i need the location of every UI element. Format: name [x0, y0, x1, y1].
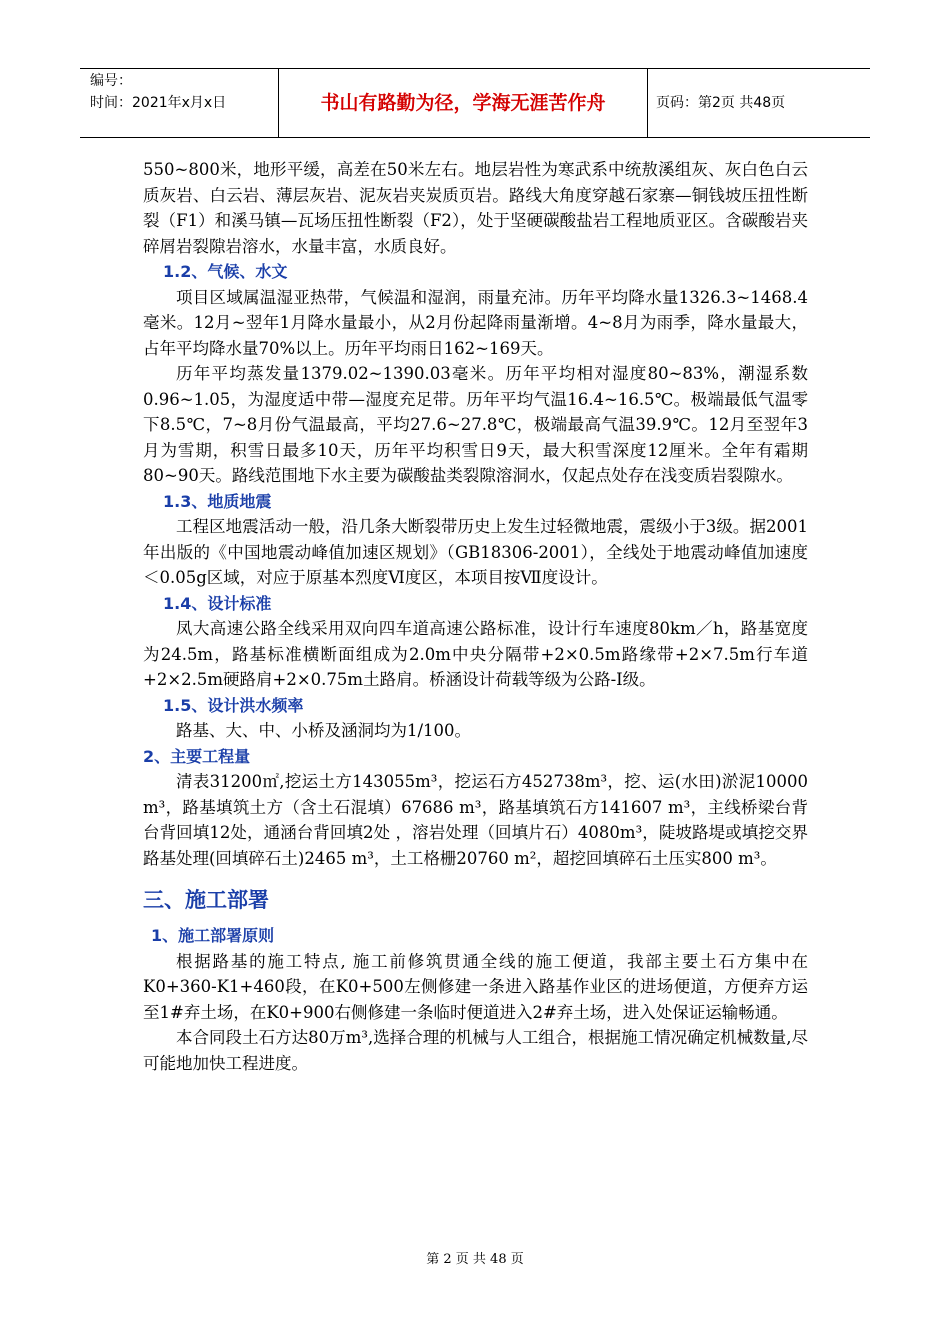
heading-design-standard: 1.4、设计标准: [163, 593, 272, 613]
heading-flood-frequency: 1.5、设计洪水频率: [163, 695, 304, 715]
heading-geology-seismic: 1.3、地质地震: [163, 491, 272, 511]
paragraph-climate-evaporation: 历年平均蒸发量1379.02~1390.03毫米。历年平均相对湿度80~83%，潮湿系数0.96~1.05，为湿度适中带—湿度充足带。历年平均气温16.4~16.5℃。极端最低气温零下8.5℃，7~8月份气温最高，平均27.6~27.8℃，极端最高气温39.9℃。12月至翌年3月为雪期，积雪日最多10天，历年平均积雪日9天，最大积雪深度12厘米。全年有霜期80~90天。路线范围地下水主要为碳酸盐类裂隙溶洞水，仅起点处存在浅变质岩裂隙水。: [143, 364, 808, 485]
document-body: [143, 157, 808, 1076]
paragraph-design-standard: 凤大高速公路全线采用双向四车道高速公路标准，设计行车速度80km／h，路基宽度为24.5m，路基标准横断面组成为2.0m中央分隔带+2×0.5m路缘带+2×7.5m行车道+2×2.5m硬路肩+2×0.75m土路肩。桥涵设计荷载等级为公路-Ⅰ级。: [143, 619, 808, 689]
paragraph-principle-machinery: 本合同段土石方达80万m³,选择合理的机械与人工组合，根据施工情况确定机械数量,尽可能地加快工程进度。: [143, 1028, 808, 1073]
header-motto: 书山有路勤为径，学海无涯苦作舟: [278, 69, 648, 137]
heading-construction-deployment: 三、施工部署: [143, 888, 269, 912]
paragraph-flood-frequency: 路基、大、中、小桥及涵洞均为1/100。: [176, 721, 472, 740]
paragraph-principle-access-roads: 根据路基的施工特点, 施工前修筑贯通全线的施工便道，我部主要土石方集中在K0+360-K1+460段，在K0+500左侧修建一条进入路基作业区的进场便道，方便弃方运至1#弃土场，在K0+900右侧修建一条临时便道进入2#弃土场，进入处保证运输畅通。: [143, 951, 808, 1022]
document-number-label: 编号：: [90, 73, 132, 89]
heading-climate-hydrology: 1.2、气候、水文: [163, 262, 288, 281]
heading-main-quantities: 2、主要工程量: [143, 746, 251, 766]
header-page-info: 页码：第2页 共48页: [656, 95, 786, 111]
heading-deployment-principle: 1、施工部署原则: [151, 926, 275, 945]
paragraph-terrain: 550~800米，地形平缓，高差在50米左右。地层岩性为寒武系中统敖溪组灰、灰白色白云质灰岩、白云岩、薄层灰岩、泥灰岩夹炭质页岩。路线大角度穿越石家寨—铜钱坡压扭性断裂（F1）和溪马镇—瓦场压扭性断裂（F2），处于坚硬碳酸盐岩工程地质亚区。含碳酸岩夹碎屑岩裂隙岩溶水，水量丰富，水质良好。: [143, 160, 808, 256]
paragraph-climate-rainfall: 项目区域属温湿亚热带，气候温和湿润，雨量充沛。历年平均降水量1326.3~1468.4毫米。12月~翌年1月降水量最小，从2月份起降雨量渐增。4~8月为雨季，降水量最大，占年平均降水量70%以上。历年平均雨日162~169天。: [143, 287, 808, 358]
page-header: [80, 68, 870, 138]
page-footer: 第 2 页 共 48 页: [426, 1252, 524, 1267]
paragraph-quantities: 清表31200㎡,挖运土方143055m³，挖运石方452738m³，挖、运(水田)淤泥10000 m³，路基填筑土方（含土石混填）67686 m³，路基填筑石方141607 m³，主线桥梁台背台背回填12处，通涵台背回填2处 ，溶岩处理（回填片石）4080m³，陡坡路堤或填挖交界路基处理(回填碎石土)2465 m³，土工格栅20760 m²，超挖回填碎石土压实800 m³。: [143, 772, 808, 868]
document-date: 时间：2021年x月x日: [90, 95, 227, 111]
paragraph-seismic: 工程区地震活动一般，沿几条大断裂带历史上发生过轻微地震，震级小于3级。据2001年出版的《中国地震动峰值加速区规划》（GB18306-2001），全线处于地震动峰值加速度＜0.05g区域，对应于原基本烈度Ⅵ度区，本项目按Ⅶ度设计。: [143, 517, 808, 587]
header-meta: [80, 69, 278, 137]
